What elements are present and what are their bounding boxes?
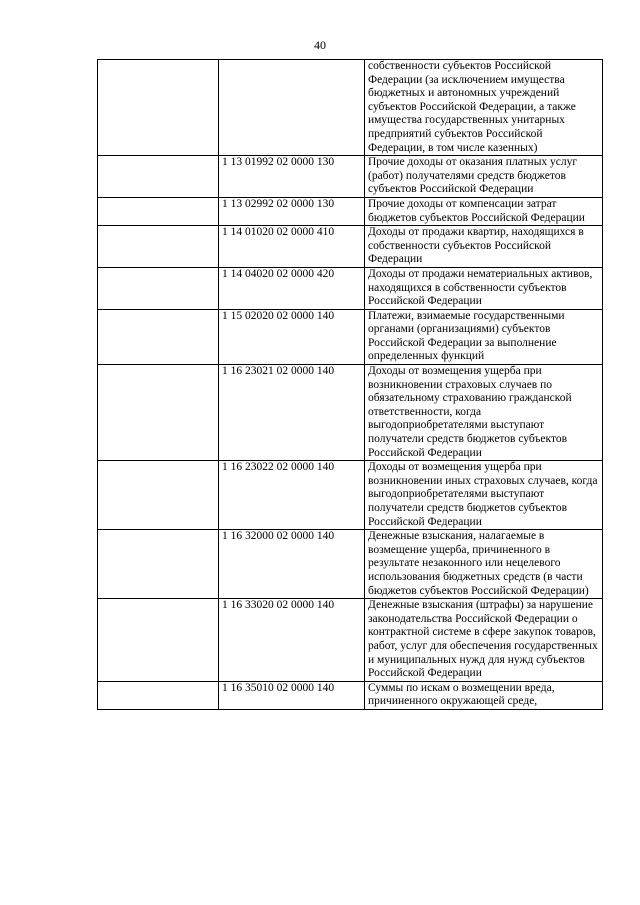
admin-code-cell [98,599,219,682]
table-row [98,599,603,682]
revenue-code-cell: 1 16 23022 02 0000 140 [219,461,365,530]
revenue-code-cell: 1 13 01992 02 0000 130 [219,156,365,198]
revenue-name-cell: Доходы от продажи нематериальных активов, находящихся в собственности субъектов Российской Федерации [365,267,603,309]
admin-code-cell [98,226,219,268]
revenue-code-cell [219,60,365,156]
revenue-code-cell: 1 15 02020 02 0000 140 [219,309,365,364]
admin-code-cell [98,461,219,530]
revenue-name-cell: Суммы по искам о возмещении вреда, причиненного окружающей среде, [365,681,603,709]
revenue-name-cell: Прочие доходы от компенсации затрат бюджетов субъектов Российской Федерации [365,197,603,225]
table-row [98,309,603,364]
table-row [98,267,603,309]
revenue-name-cell: Платежи, взимаемые государственными органами (организациями) субъектов Российской Федерации за выполнение определенных функций [365,309,603,364]
revenue-name-cell: Доходы от продажи квартир, находящихся в собственности субъектов Российской Федерации [365,226,603,268]
admin-code-cell [98,267,219,309]
admin-code-cell [98,197,219,225]
revenue-name-cell: Доходы от возмещения ущерба при возникновении иных страховых случаев, когда выгодоприобретателями выступают получатели средств бюджетов субъектов Российской Федерации [365,461,603,530]
revenue-code-cell: 1 14 04020 02 0000 420 [219,267,365,309]
admin-code-cell [98,309,219,364]
admin-code-cell [98,681,219,709]
revenue-code-cell: 1 16 33020 02 0000 140 [219,599,365,682]
admin-code-cell [98,60,219,156]
page-number: 40 [314,38,326,52]
revenue-codes-table [97,59,603,710]
table-row [98,365,603,461]
table-row [98,197,603,225]
table-row [98,226,603,268]
admin-code-cell [98,365,219,461]
revenue-code-cell: 1 16 23021 02 0000 140 [219,365,365,461]
table-body [98,60,603,710]
revenue-name-cell: Доходы от возмещения ущерба при возникновении страховых случаев по обязательному страхованию гражданской ответственности, когда выгодоприобретателями выступают получатели средств бюджетов субъектов Российской Федерации [365,365,603,461]
revenue-code-cell: 1 16 32000 02 0000 140 [219,530,365,599]
revenue-code-cell: 1 14 01020 02 0000 410 [219,226,365,268]
table-row [98,681,603,709]
revenue-name-cell: Денежные взыскания (штрафы) за нарушение законодательства Российской Федерации о контрактной системе в сфере закупок товаров, работ, услуг для обеспечения государственных и муниципальных нужд для нужд субъектов Российской Федерации [365,599,603,682]
revenue-name-cell: собственности субъектов Российской Федерации (за исключением имущества бюджетных и автономных учреждений субъектов Российской Федерации, а также имущества государственных унитарных предприятий субъектов Российской Федерации, в том числе казенных) [365,60,603,156]
admin-code-cell [98,530,219,599]
revenue-name-cell: Прочие доходы от оказания платных услуг (работ) получателями средств бюджетов субъектов Российской Федерации [365,156,603,198]
revenue-name-cell: Денежные взыскания, налагаемые в возмещение ущерба, причиненного в результате незаконного или нецелевого использования бюджетных средств (в части бюджетов субъектов Российской Федерации) [365,530,603,599]
revenue-code-cell: 1 16 35010 02 0000 140 [219,681,365,709]
table-row [98,156,603,198]
admin-code-cell [98,156,219,198]
table-row [98,461,603,530]
table-row [98,60,603,156]
table-row [98,530,603,599]
revenue-code-cell: 1 13 02992 02 0000 130 [219,197,365,225]
